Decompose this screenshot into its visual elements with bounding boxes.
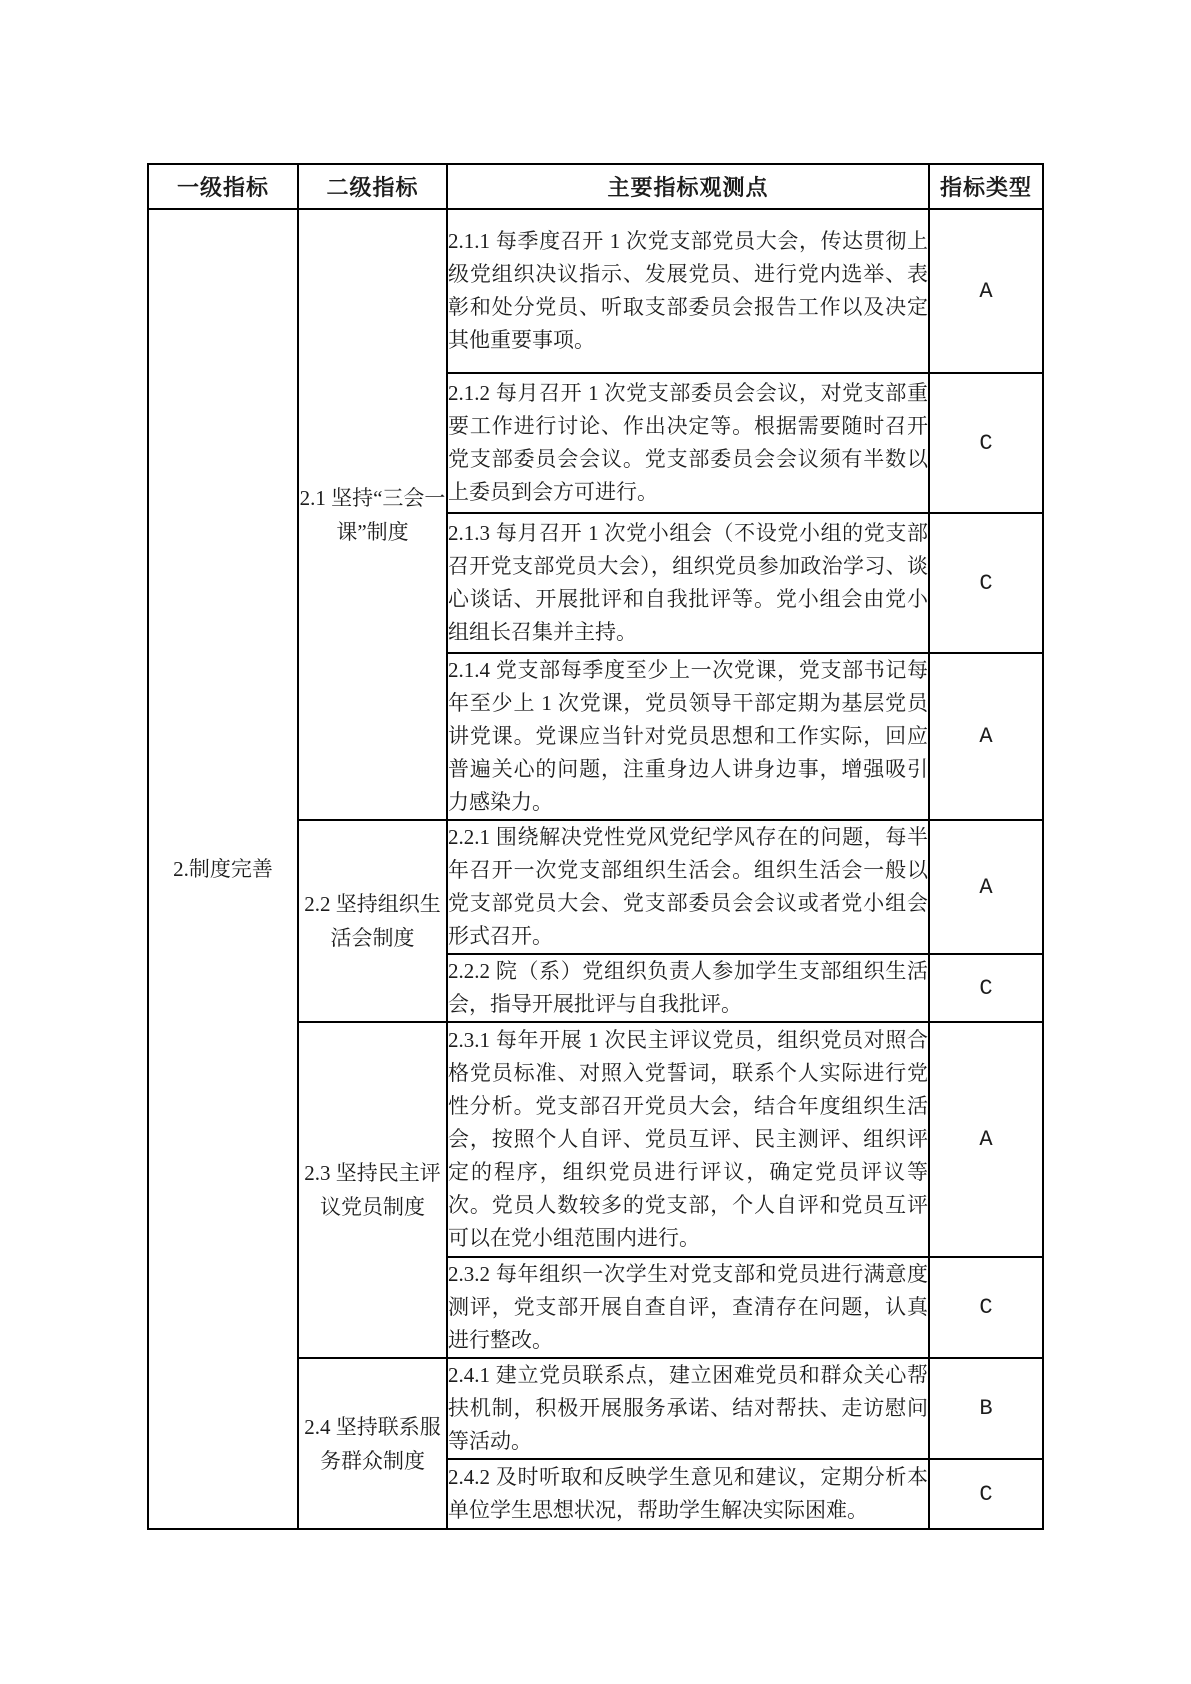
- observation-cell-2-1-2: 2.1.2 每月召开 1 次党支部委员会会议，对党支部重要工作进行讨论、作出决定等。根据需要随时召开党支部委员会会议。党支部委员会会议须有半数以上委员到会方可进行。: [447, 373, 929, 513]
- type-cell-2-4-1: B: [929, 1358, 1043, 1459]
- type-cell-2-3-1: A: [929, 1022, 1043, 1257]
- type-cell-2-1-1: A: [929, 209, 1043, 373]
- observation-cell-2-4-2: 2.4.2 及时听取和反映学生意见和建议，定期分析本单位学生思想状况，帮助学生解决实际困难。: [447, 1459, 929, 1529]
- col-header-type: 指标类型: [929, 164, 1043, 209]
- type-cell-2-1-3: C: [929, 513, 1043, 653]
- type-cell-2-1-2: C: [929, 373, 1043, 513]
- observation-cell-2-3-1: 2.3.1 每年开展 1 次民主评议党员，组织党员对照合格党员标准、对照入党誓词，联系个人实际进行党性分析。党支部召开党员大会，结合年度组织生活会，按照个人自评、党员互评、民主测评、组织评定的程序，组织党员进行评议，确定党员评议等次。党员人数较多的党支部，个人自评和党员互评可以在党小组范围内进行。: [447, 1022, 929, 1257]
- level2-cell-2-4: 2.4 坚持联系服务群众制度: [298, 1358, 447, 1529]
- type-cell-2-2-1: A: [929, 820, 1043, 954]
- level1-indicator-cell: 2.制度完善: [148, 209, 298, 1529]
- type-cell-2-4-2: C: [929, 1459, 1043, 1529]
- observation-cell-2-1-1: 2.1.1 每季度召开 1 次党支部党员大会，传达贯彻上级党组织决议指示、发展党员、进行党内选举、表彰和处分党员、听取支部委员会报告工作以及决定其他重要事项。: [447, 209, 929, 373]
- observation-cell-2-2-2: 2.2.2 院（系）党组织负责人参加学生支部组织生活会，指导开展批评与自我批评。: [447, 954, 929, 1022]
- level2-cell-2-3: 2.3 坚持民主评议党员制度: [298, 1022, 447, 1358]
- col-header-level2: 二级指标: [298, 164, 447, 209]
- header-row: [148, 164, 1043, 209]
- level2-cell-2-2: 2.2 坚持组织生活会制度: [298, 820, 447, 1022]
- type-cell-2-3-2: C: [929, 1257, 1043, 1358]
- type-cell-2-1-4: A: [929, 653, 1043, 820]
- indicator-table: [147, 163, 1044, 1530]
- observation-cell-2-3-2: 2.3.2 每年组织一次学生对党支部和党员进行满意度测评，党支部开展自查自评，查清存在问题，认真进行整改。: [447, 1257, 929, 1358]
- table-row: [148, 209, 1043, 373]
- type-cell-2-2-2: C: [929, 954, 1043, 1022]
- observation-cell-2-4-1: 2.4.1 建立党员联系点，建立困难党员和群众关心帮扶机制，积极开展服务承诺、结对帮扶、走访慰问等活动。: [447, 1358, 929, 1459]
- observation-cell-2-2-1: 2.2.1 围绕解决党性党风党纪学风存在的问题，每半年召开一次党支部组织生活会。组织生活会一般以党支部党员大会、党支部委员会会议或者党小组会形式召开。: [447, 820, 929, 954]
- level2-cell-2-1: 2.1 坚持“三会一课”制度: [298, 209, 447, 820]
- observation-cell-2-1-4: 2.1.4 党支部每季度至少上一次党课，党支部书记每年至少上 1 次党课，党员领导干部定期为基层党员讲党课。党课应当针对党员思想和工作实际，回应普遍关心的问题，注重身边人讲身边事，增强吸引力感染力。: [447, 653, 929, 820]
- observation-cell-2-1-3: 2.1.3 每月召开 1 次党小组会（不设党小组的党支部召开党支部党员大会），组织党员参加政治学习、谈心谈话、开展批评和自我批评等。党小组会由党小组组长召集并主持。: [447, 513, 929, 653]
- col-header-observation: 主要指标观测点: [447, 164, 929, 209]
- col-header-level1: 一级指标: [148, 164, 298, 209]
